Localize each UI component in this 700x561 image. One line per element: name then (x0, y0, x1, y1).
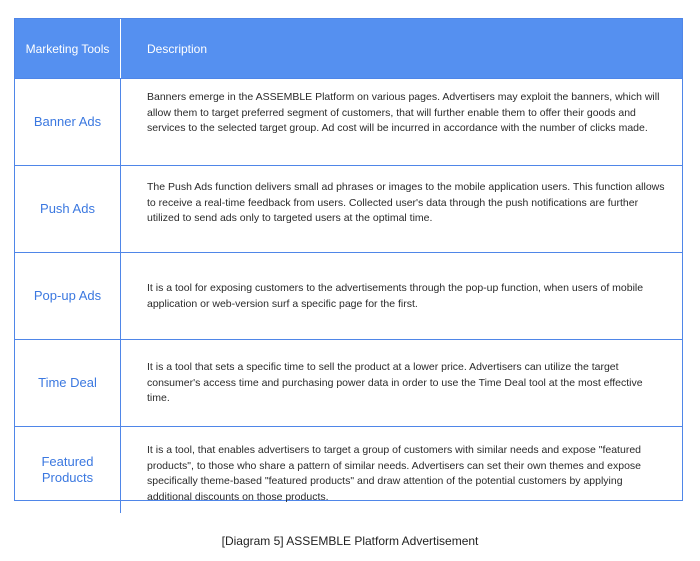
table-row (15, 339, 682, 426)
advertisement-table (14, 18, 683, 501)
tool-description: It is a tool for exposing customers to the advertisements through the pop-up function, when users of mobile application or web-version surf a specific page for the first. (147, 282, 644, 310)
table-row (15, 252, 682, 339)
table-row (15, 426, 682, 513)
tool-name: Banner Ads (15, 79, 121, 165)
table-row (15, 165, 682, 252)
tool-name: Time Deal (15, 340, 121, 426)
table-header (15, 19, 682, 78)
header-marketing-tools: Marketing Tools (15, 19, 121, 78)
tool-description: The Push Ads function delivers small ad phrases or images to the mobile application users. This function allows to receive a real-time feedback from users. Collected user's data through the push notifications are further utilized to send ads only to targeted users at the optimal time. (147, 181, 665, 224)
tool-description: Banners emerge in the ASSEMBLE Platform on various pages. Advertisers may exploit the banners, which will allow them to target preferred segment of customers, that will further enable them to offer their goods and services to the selected target group. Ad cost will be incurred in accordance with the number of clicks made. (147, 91, 660, 134)
tool-description: It is a tool, that enables advertisers to target a group of customers with similar needs and expose "featured products", to those who share a pattern of similar needs. Advertisers can set their own themes and expose specifically theme-based "featured products" and draw attention of the potential customers by applying additional discounts on those products. (147, 444, 641, 503)
figure-caption: [Diagram 5] ASSEMBLE Platform Advertisement (221, 534, 479, 548)
tool-description: It is a tool that sets a specific time to sell the product at a lower price. Advertisers can utilize the target consumer's access time and purchasing power data in order to use the Time Deal tool at the most effective time. (147, 361, 643, 404)
header-description: Description (147, 41, 208, 56)
table-row (15, 78, 682, 165)
tool-name: Push Ads (15, 166, 121, 252)
tool-name: Featured Products (15, 427, 121, 513)
tool-name: Pop-up Ads (15, 253, 121, 339)
